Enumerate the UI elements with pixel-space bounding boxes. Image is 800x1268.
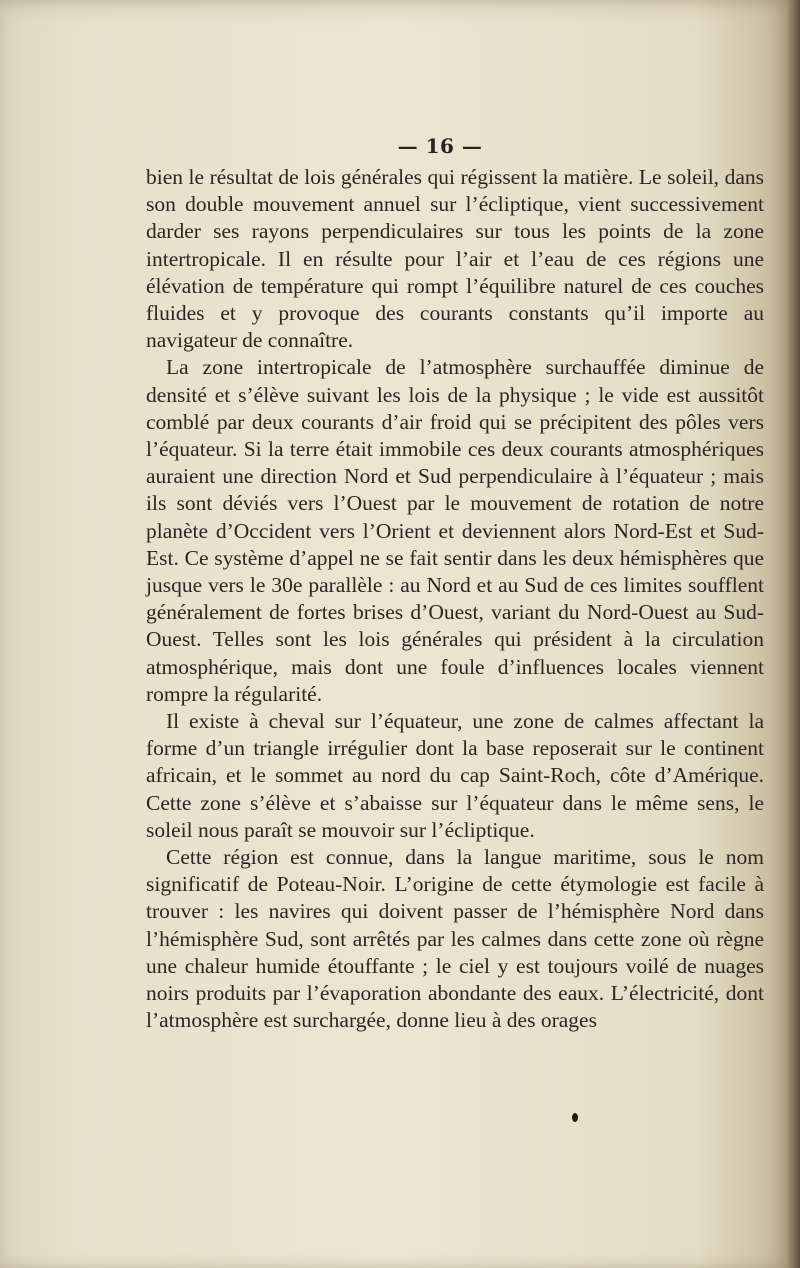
body-text: [146, 164, 764, 1035]
paragraph-4: Cette région est connue, dans la langue maritime, sous le nom significatif de Poteau-Noir. L’origine de cette étymologie est facile à trouver : les navires qui doivent passer de l’hémisphère Nord dans l’hémisphère Sud, sont arrêtés par les calmes dans cette zone où règne une chaleur humide étouffante ; le ciel y est toujours voilé de nuages noirs produits par l’évaporation abondante des eaux. L’électricité, dont l’atmosphère est surchargée, donne lieu à des orages: [146, 845, 764, 1033]
paragraph-3: Il existe à cheval sur l’équateur, une zone de calmes affectant la forme d’un triangle irrégulier dont la base reposerait sur le continent africain, et le sommet au nord du cap Saint-Roch, côte d’Amérique. Cette zone s’élève et s’abaisse sur l’équateur dans le même sens, le soleil nous paraît se mouvoir sur l’écliptique.: [146, 709, 764, 842]
ink-dot-mark: [572, 1113, 578, 1122]
page-number: — 16 —: [397, 134, 483, 158]
page-edge-shadow: [788, 0, 800, 1268]
paragraph-2: La zone intertropicale de l’atmosphère surchauffée diminue de densité et s’élève suivant les lois de la physique ; le vide est aussitôt comblé par deux courants d’air froid qui se précipitent des pôles vers l’équateur. Si la terre était immobile ces deux courants atmosphériques auraient une direction Nord et Sud perpendiculaire à l’équateur ; mais ils sont déviés vers l’Ouest par le mouvement de rotation de notre planète d’Occident vers l’Orient et deviennent alors Nord-Est et Sud-Est. Ce système d’appel ne se fait sentir dans les deux hémisphères que jusque vers le 30e parallèle : au Nord et au Sud de ces limites soufflent généralement de fortes brises d’Ouest, variant du Nord-Ouest au Sud-Ouest. Telles sont les lois générales qui président à la circulation atmosphérique, mais dont une foule d’influences locales viennent rompre la régularité.: [146, 355, 764, 706]
paragraph-1: bien le résultat de lois générales qui régissent la matière. Le soleil, dans son double mouvement annuel sur l’écliptique, vient successivement darder ses rayons perpendiculaires sur tous les points de la zone intertropicale. Il en résulte pour l’air et l’eau de ces régions une élévation de température qui rompt l’équilibre naturel de ces couches fluides et y provoque des courants constants qu’il importe au navigateur de connaître.: [146, 165, 764, 353]
